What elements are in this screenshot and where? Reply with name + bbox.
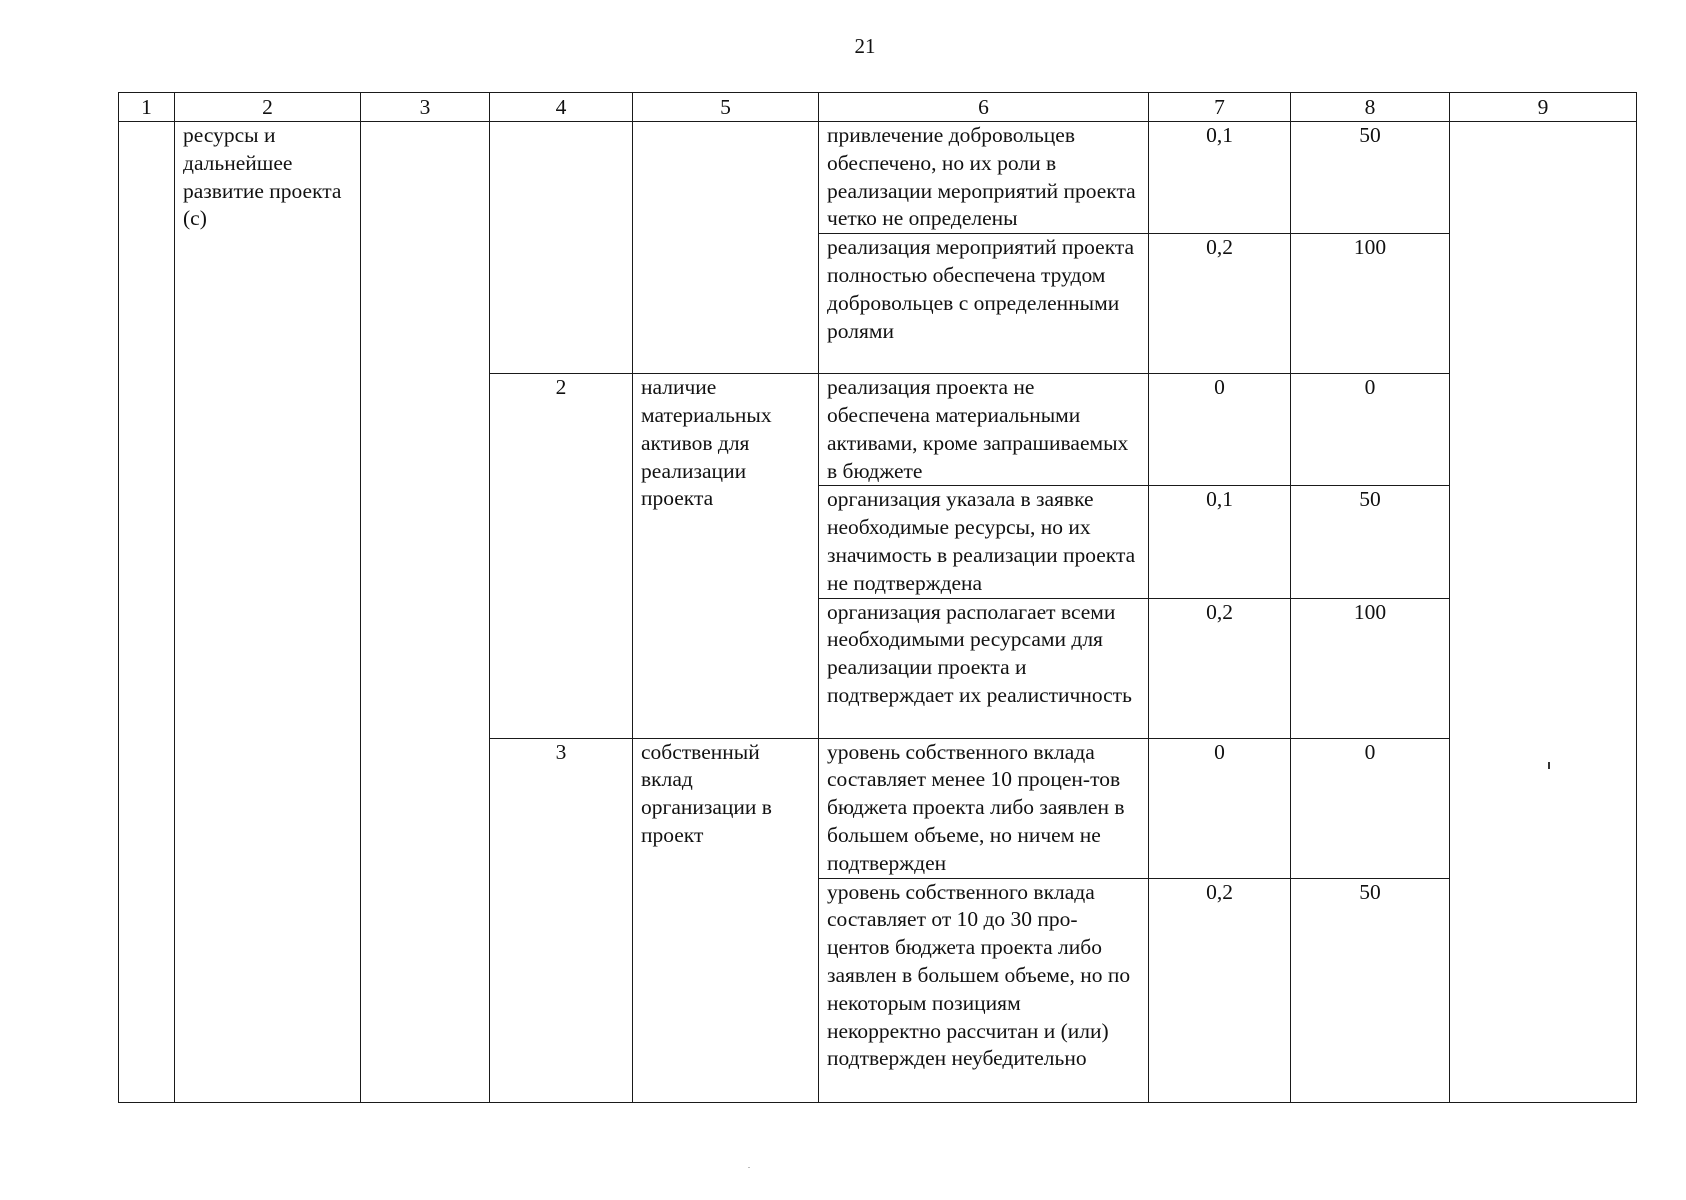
- col3-cell: [361, 122, 490, 1103]
- points-cell: 0: [1291, 738, 1450, 878]
- points-cell: 50: [1291, 878, 1450, 1102]
- indicator-number-cell: 3: [490, 738, 633, 1102]
- column-header: 9: [1450, 93, 1637, 122]
- column-header: 5: [633, 93, 819, 122]
- column-header: 2: [175, 93, 361, 122]
- criteria-table: [118, 92, 1637, 1103]
- indicator-cell: собственный вклад организации в проект: [633, 738, 819, 1102]
- column-header: 6: [819, 93, 1149, 122]
- column-header: 4: [490, 93, 633, 122]
- description-cell: организация указала в заявке необходимые ресурсы, но их значимость в реализации проекта не подтверждена: [819, 486, 1149, 598]
- column-header: 1: [119, 93, 175, 122]
- table-row: [119, 122, 1637, 234]
- description-cell: реализация проекта не обеспечена материальными активами, кроме запрашиваемых в бюджете: [819, 374, 1149, 486]
- points-cell: 100: [1291, 234, 1450, 374]
- coefficient-cell: 0,2: [1149, 878, 1291, 1102]
- points-cell: 50: [1291, 486, 1450, 598]
- col9-cell: [1450, 122, 1637, 1103]
- column-header: 8: [1291, 93, 1450, 122]
- coefficient-cell: 0,1: [1149, 486, 1291, 598]
- indicator-cell: [633, 122, 819, 374]
- description-cell: уровень собственного вклада составляет менее 10 процен-тов бюджета проекта либо заявлен в большем объеме, но ничем не подтвержден: [819, 738, 1149, 878]
- scan-speck: [1548, 762, 1550, 769]
- indicator-number-cell: 2: [490, 374, 633, 738]
- description-cell: привлечение добровольцев обеспечено, но их роли в реализации мероприятий проекта четко не определены: [819, 122, 1149, 234]
- description-cell: организация располагает всеми необходимыми ресурсами для реализации проекта и подтверждает их реалистичность: [819, 598, 1149, 738]
- coefficient-cell: 0: [1149, 738, 1291, 878]
- col1-cell: [119, 122, 175, 1103]
- coefficient-cell: 0: [1149, 374, 1291, 486]
- indicator-cell: наличие материальных активов для реализации проекта: [633, 374, 819, 738]
- coefficient-cell: 0,1: [1149, 122, 1291, 234]
- column-number-row: [119, 93, 1637, 122]
- description-cell: реализация мероприятий проекта полностью обеспечена трудом добровольцев с определенными ролями: [819, 234, 1149, 374]
- criterion-cell: ресурсы и дальнейшее развитие проекта (с): [175, 122, 361, 1103]
- points-cell: 0: [1291, 374, 1450, 486]
- column-header: 7: [1149, 93, 1291, 122]
- points-cell: 50: [1291, 122, 1450, 234]
- indicator-number-cell: [490, 122, 633, 374]
- scan-speck: [748, 1167, 750, 1168]
- page-number: 21: [854, 34, 876, 58]
- coefficient-cell: 0,2: [1149, 598, 1291, 738]
- column-header: 3: [361, 93, 490, 122]
- description-cell: уровень собственного вклада составляет от 10 до 30 про-центов бюджета проекта либо заявлен в большем объеме, но по некоторым позициям некорректно рассчитан и (или) подтвержден неубедительно: [819, 878, 1149, 1102]
- coefficient-cell: 0,2: [1149, 234, 1291, 374]
- points-cell: 100: [1291, 598, 1450, 738]
